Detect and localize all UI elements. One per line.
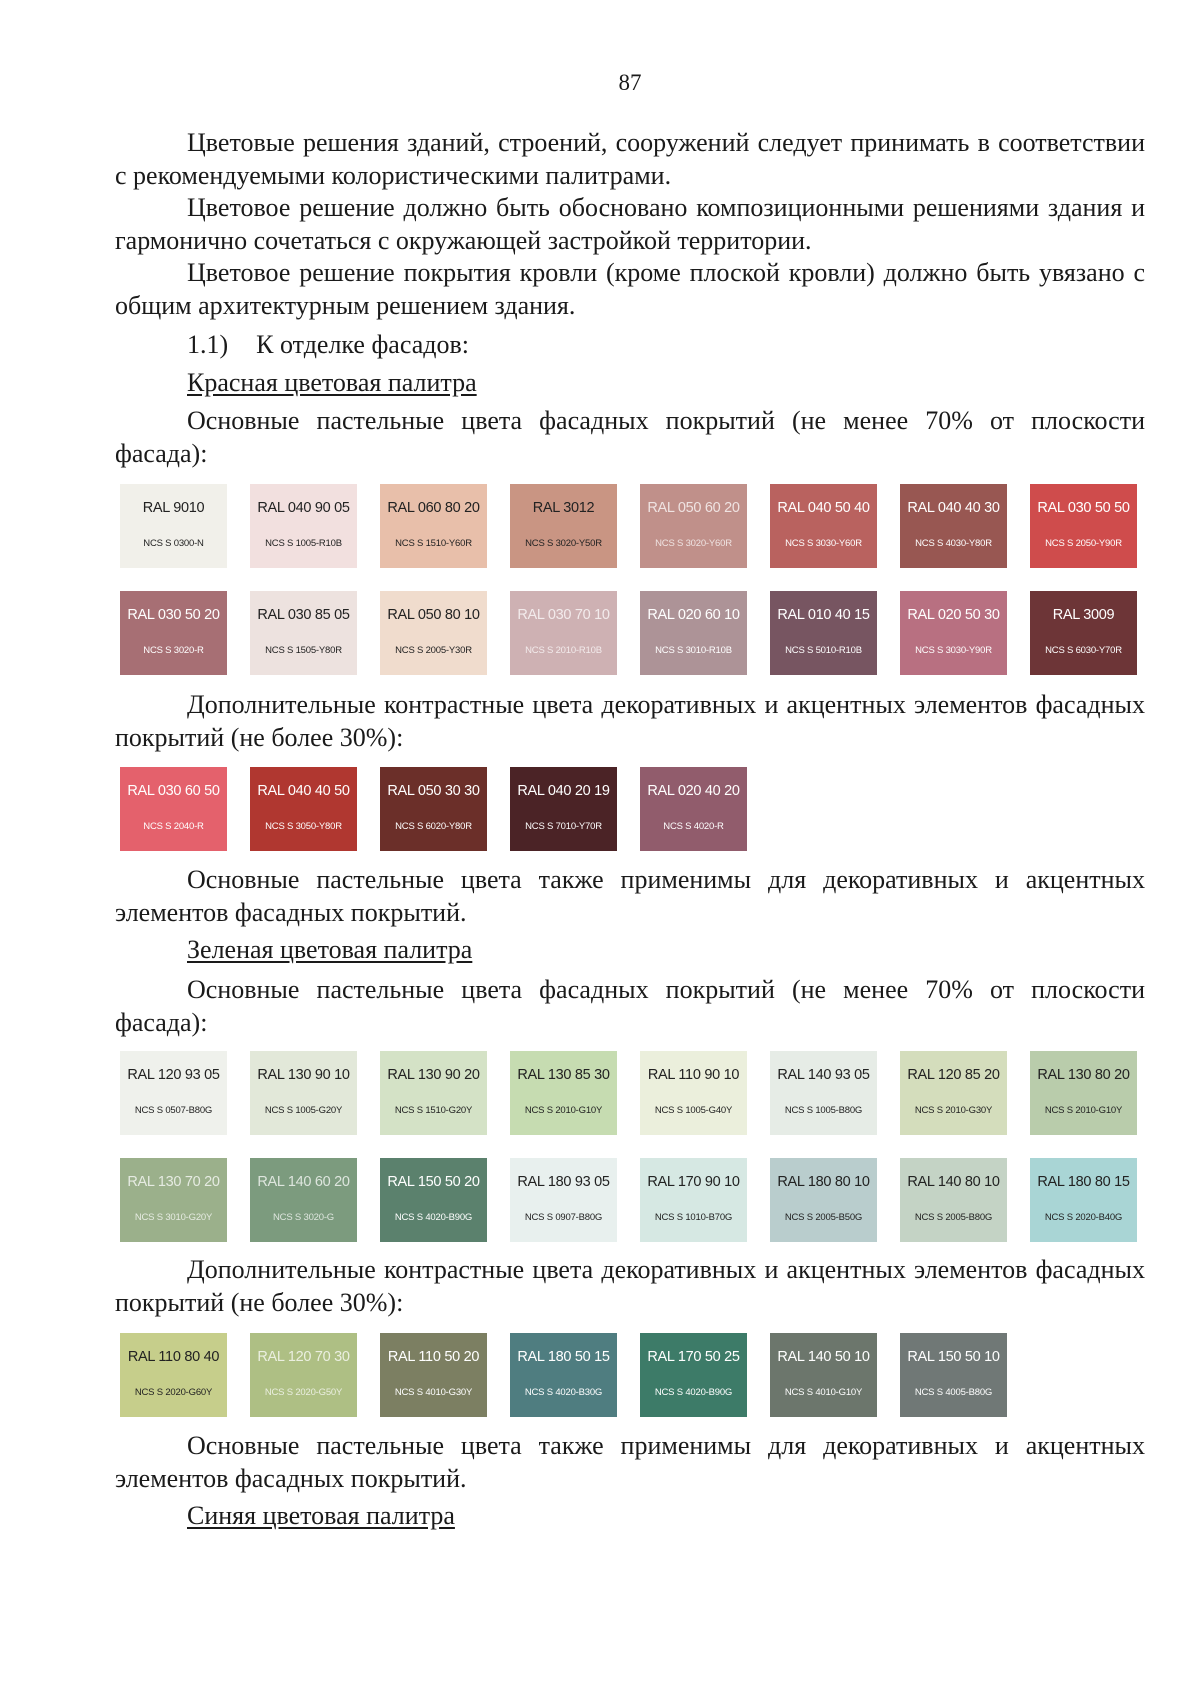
color-swatch — [380, 1051, 487, 1135]
green-accent-text-content: Дополнительные контрастные цвета декоративных и акцентных элементов фасадных покрытий (не более 30%): — [115, 1255, 1145, 1317]
color-swatch — [380, 591, 487, 675]
ncs-code: NCS S 4005-B80G — [914, 1387, 993, 1398]
ral-code: RAL 140 93 05 — [777, 1067, 870, 1083]
ncs-code: NCS S 2010-G10Y — [524, 1105, 603, 1116]
ncs-code: NCS S 2020-G60Y — [134, 1387, 213, 1398]
green-accent-text — [115, 1254, 1145, 1319]
ncs-code: NCS S 2020-G50Y — [264, 1387, 343, 1398]
list-item-text: К отделке фасадов: — [256, 330, 469, 359]
red-palette-heading: Красная цветовая палитра — [187, 368, 477, 397]
red-main-text — [115, 405, 1145, 470]
green-main-text-content: Основные пастельные цвета фасадных покрытий (не менее 70% от плоскости фасада): — [115, 975, 1145, 1037]
ral-code: RAL 020 60 10 — [647, 607, 740, 623]
color-swatch — [510, 767, 617, 851]
ral-code: RAL 110 80 40 — [127, 1349, 220, 1365]
ncs-code: NCS S 6020-Y80R — [395, 821, 472, 832]
ncs-code: NCS S 7010-Y70R — [525, 821, 602, 832]
ncs-code: NCS S 4020-B30G — [524, 1387, 603, 1398]
ral-code: RAL 030 60 50 — [127, 783, 220, 799]
ral-code: RAL 040 20 19 — [517, 783, 610, 799]
color-swatch — [770, 484, 877, 568]
ncs-code: NCS S 2005-B80G — [914, 1212, 993, 1223]
ral-code: RAL 030 85 05 — [257, 607, 350, 623]
ncs-code: NCS S 3020-Y60R — [655, 538, 732, 549]
color-swatch — [900, 1158, 1007, 1242]
ral-code: RAL 120 85 20 — [907, 1067, 1000, 1083]
ral-code: RAL 170 90 10 — [647, 1174, 740, 1190]
color-swatch — [510, 1333, 617, 1417]
ral-code: RAL 110 50 20 — [387, 1349, 480, 1365]
color-swatch — [120, 1051, 227, 1135]
ncs-code: NCS S 2010-R10B — [525, 645, 602, 656]
ral-code: RAL 030 50 20 — [127, 607, 220, 623]
ral-code: RAL 130 70 20 — [127, 1174, 220, 1190]
ral-code: RAL 170 50 25 — [647, 1349, 740, 1365]
ral-code: RAL 060 80 20 — [387, 500, 480, 516]
ral-code: RAL 140 80 10 — [907, 1174, 1000, 1190]
ncs-code: NCS S 1510-G20Y — [394, 1105, 473, 1116]
ral-code: RAL 040 50 40 — [777, 500, 870, 516]
page-number: 87 — [618, 70, 642, 95]
ncs-code: NCS S 2050-Y90R — [1045, 538, 1122, 549]
color-swatch — [1030, 1158, 1137, 1242]
color-swatch — [380, 484, 487, 568]
color-swatch — [770, 591, 877, 675]
ncs-code: NCS S 3010-R10B — [655, 645, 732, 656]
ncs-code: NCS S 2020-B40G — [1044, 1212, 1123, 1223]
color-swatch — [250, 1051, 357, 1135]
ncs-code: NCS S 2005-B50G — [784, 1212, 863, 1223]
color-swatch — [120, 484, 227, 568]
list-item-number: 1.1) — [187, 330, 229, 359]
ncs-code: NCS S 1005-R10B — [265, 538, 342, 549]
color-swatch — [510, 591, 617, 675]
ncs-code: NCS S 1505-Y80R — [265, 645, 342, 656]
ral-code: RAL 140 50 10 — [777, 1349, 870, 1365]
color-swatch — [640, 591, 747, 675]
color-swatch — [640, 767, 747, 851]
color-swatch — [120, 1158, 227, 1242]
ral-code: RAL 130 85 30 — [517, 1067, 610, 1083]
ncs-code: NCS S 3050-Y80R — [265, 821, 342, 832]
ral-code: RAL 150 50 20 — [387, 1174, 480, 1190]
ncs-code: NCS S 1005-B80G — [784, 1105, 863, 1116]
color-swatch — [250, 484, 357, 568]
color-swatch — [250, 1333, 357, 1417]
ncs-code: NCS S 3020-Y50R — [525, 538, 602, 549]
intro-paragraph-2-text: Цветовое решение должно быть обосновано композиционными решениями здания и гармонично сочетаться с окружающей застройкой территории. — [115, 193, 1145, 255]
ncs-code: NCS S 2040-R — [143, 821, 204, 832]
ncs-code: NCS S 4010-G10Y — [784, 1387, 863, 1398]
color-swatch — [640, 1158, 747, 1242]
ncs-code: NCS S 3020-G — [273, 1212, 334, 1223]
ncs-code: NCS S 4020-R — [663, 821, 724, 832]
ncs-code: NCS S 3030-Y90R — [915, 645, 992, 656]
blue-palette-heading: Синяя цветовая палитра — [187, 1501, 455, 1530]
ral-code: RAL 050 60 20 — [647, 500, 740, 516]
intro-paragraph-3-text: Цветовое решение покрытия кровли (кроме плоской кровли) должно быть увязано с общим архитектурным решением здания. — [115, 258, 1145, 320]
intro-paragraph-3 — [115, 257, 1145, 322]
color-swatch — [510, 1158, 617, 1242]
ral-code: RAL 010 40 15 — [777, 607, 870, 623]
ral-code: RAL 020 40 20 — [647, 783, 740, 799]
color-swatch — [900, 1333, 1007, 1417]
ral-code: RAL 050 30 30 — [387, 783, 480, 799]
color-swatch — [380, 1158, 487, 1242]
ncs-code: NCS S 6030-Y70R — [1045, 645, 1122, 656]
color-swatch — [640, 1333, 747, 1417]
intro-paragraph-1-text: Цветовые решения зданий, строений, сооружений следует принимать в соответствии с рекомендуемыми колористическими палитрами. — [115, 128, 1145, 190]
color-swatch — [900, 1051, 1007, 1135]
ncs-code: NCS S 2005-Y30R — [395, 645, 472, 656]
ral-code: RAL 120 93 05 — [127, 1067, 220, 1083]
ncs-code: NCS S 0907-B80G — [524, 1212, 603, 1223]
green-palette-heading: Зеленая цветовая палитра — [187, 935, 473, 964]
color-swatch — [120, 1333, 227, 1417]
ncs-code: NCS S 2010-G10Y — [1044, 1105, 1123, 1116]
red-also-text — [115, 864, 1145, 929]
ral-code: RAL 130 90 10 — [257, 1067, 350, 1083]
ncs-code: NCS S 1005-G20Y — [264, 1105, 343, 1116]
color-swatch — [510, 1051, 617, 1135]
color-swatch — [900, 591, 1007, 675]
color-swatch — [640, 1051, 747, 1135]
list-item-facade — [187, 329, 469, 361]
ral-code: RAL 050 80 10 — [387, 607, 480, 623]
ral-code: RAL 150 50 10 — [907, 1349, 1000, 1365]
ncs-code: NCS S 0507-B80G — [134, 1105, 213, 1116]
ncs-code: NCS S 4010-G30Y — [394, 1387, 473, 1398]
ral-code: RAL 3012 — [532, 500, 595, 516]
color-swatch — [640, 484, 747, 568]
color-swatch — [770, 1051, 877, 1135]
color-swatch — [1030, 1051, 1137, 1135]
ncs-code: NCS S 3010-G20Y — [134, 1212, 213, 1223]
ral-code: RAL 180 50 15 — [517, 1349, 610, 1365]
ncs-code: NCS S 3020-R — [143, 645, 204, 656]
color-swatch — [120, 767, 227, 851]
ral-code: RAL 180 93 05 — [517, 1174, 610, 1190]
red-accent-text-content: Дополнительные контрастные цвета декоративных и акцентных элементов фасадных покрытий (не более 30%): — [115, 690, 1145, 752]
ncs-code: NCS S 4030-Y80R — [915, 538, 992, 549]
ncs-code: NCS S 5010-R10B — [785, 645, 862, 656]
green-also-text-content: Основные пастельные цвета также применимы для декоративных и акцентных элементов фасадных покрытий. — [115, 1431, 1145, 1493]
color-swatch — [1030, 484, 1137, 568]
ral-code: RAL 040 90 05 — [257, 500, 350, 516]
ral-code: RAL 040 40 30 — [907, 500, 1000, 516]
ncs-code: NCS S 1510-Y60R — [395, 538, 472, 549]
color-swatch — [120, 591, 227, 675]
ral-code: RAL 9010 — [142, 500, 205, 516]
ral-code: RAL 040 40 50 — [257, 783, 350, 799]
ncs-code: NCS S 4020-B90G — [394, 1212, 473, 1223]
color-swatch — [770, 1158, 877, 1242]
intro-paragraph-1 — [115, 127, 1145, 192]
ral-code: RAL 030 50 50 — [1037, 500, 1130, 516]
color-swatch — [900, 484, 1007, 568]
ncs-code: NCS S 0300-N — [143, 538, 204, 549]
color-swatch — [380, 767, 487, 851]
color-swatch — [250, 591, 357, 675]
ral-code: RAL 3009 — [1052, 607, 1115, 623]
ncs-code: NCS S 1010-B70G — [654, 1212, 733, 1223]
ral-code: RAL 180 80 15 — [1037, 1174, 1130, 1190]
ncs-code: NCS S 3030-Y60R — [785, 538, 862, 549]
green-also-text — [115, 1430, 1145, 1495]
ral-code: RAL 020 50 30 — [907, 607, 1000, 623]
ral-code: RAL 030 70 10 — [517, 607, 610, 623]
ral-code: RAL 180 80 10 — [777, 1174, 870, 1190]
color-swatch — [250, 1158, 357, 1242]
color-swatch — [250, 767, 357, 851]
red-also-text-content: Основные пастельные цвета также применимы для декоративных и акцентных элементов фасадных покрытий. — [115, 865, 1145, 927]
ral-code: RAL 130 90 20 — [387, 1067, 480, 1083]
ncs-code: NCS S 4020-B90G — [654, 1387, 733, 1398]
ral-code: RAL 140 60 20 — [257, 1174, 350, 1190]
ncs-code: NCS S 2010-G30Y — [914, 1105, 993, 1116]
color-swatch — [1030, 591, 1137, 675]
color-swatch — [770, 1333, 877, 1417]
ral-code: RAL 110 90 10 — [647, 1067, 740, 1083]
ral-code: RAL 130 80 20 — [1037, 1067, 1130, 1083]
red-main-text-content: Основные пастельные цвета фасадных покрытий (не менее 70% от плоскости фасада): — [115, 406, 1145, 468]
green-main-text — [115, 974, 1145, 1039]
color-swatch — [510, 484, 617, 568]
red-accent-text — [115, 689, 1145, 754]
color-swatch — [380, 1333, 487, 1417]
ral-code: RAL 120 70 30 — [257, 1349, 350, 1365]
ncs-code: NCS S 1005-G40Y — [654, 1105, 733, 1116]
intro-paragraph-2 — [115, 192, 1145, 257]
